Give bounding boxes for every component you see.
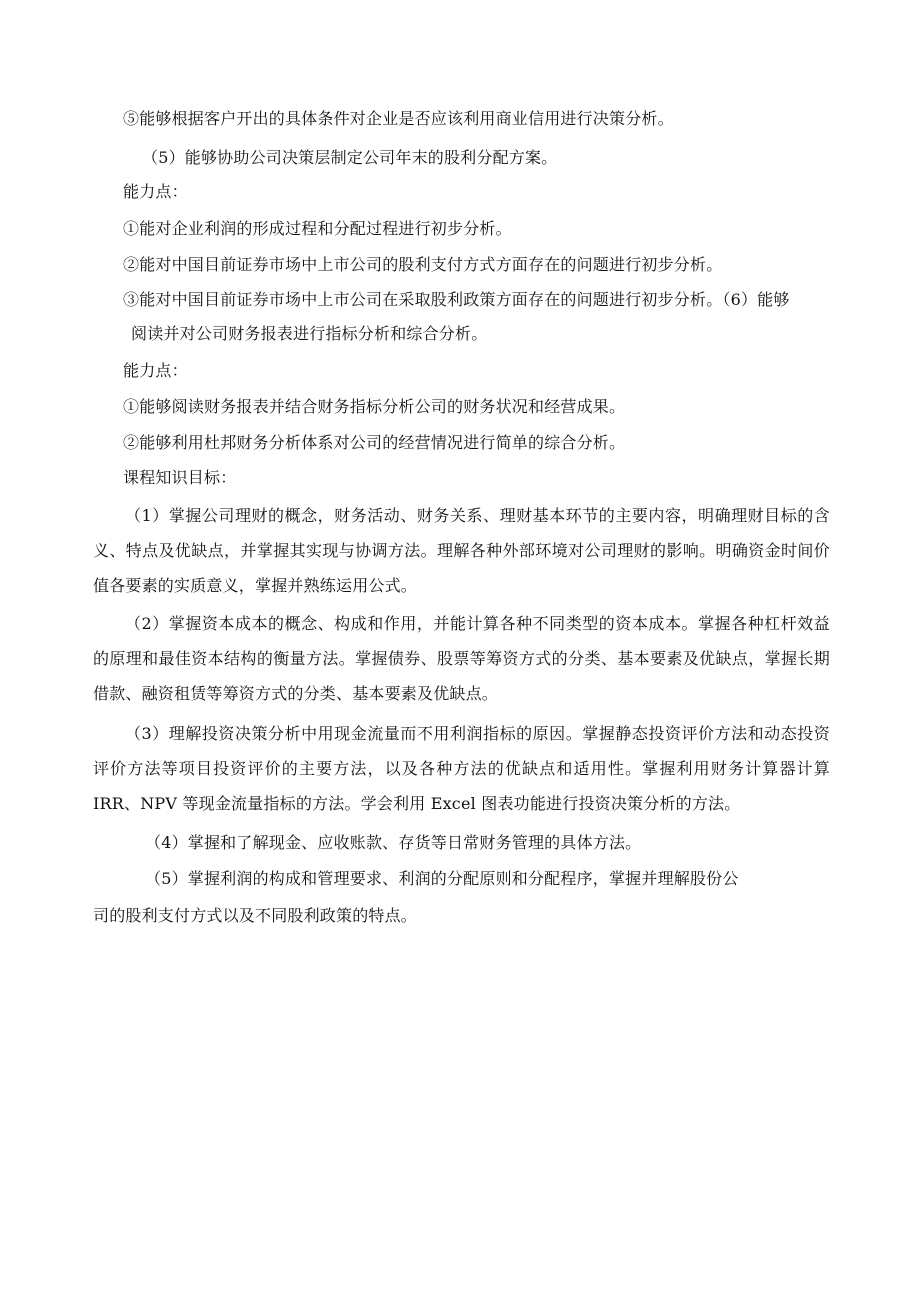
section-heading: 课程知识目标： xyxy=(123,468,237,487)
text-line: （4）掌握和了解现金、应收账款、存货等日常财务管理的具体方法。 xyxy=(145,833,642,852)
text-line: ②能够利用杜邦财务分析体系对公司的经营情况进行简单的综合分析。 xyxy=(123,433,626,452)
text-line: ①能够阅读财务报表并结合财务指标分析公司的财务状况和经营成果。 xyxy=(123,397,626,416)
text-line: ③能对中国目前证券市场中上市公司在采取股利政策方面存在的问题进行初步分析。（6）能够 xyxy=(123,290,790,309)
text-line: （5）能够协助公司决策层制定公司年末的股利分配方案。 xyxy=(142,148,558,167)
text-line: （5）掌握利润的构成和管理要求、利润的分配原则和分配程序，掌握并理解股份公 xyxy=(145,869,739,888)
text-line: 阅读并对公司财务报表进行指标分析和综合分析。 xyxy=(131,324,488,343)
paragraph: （3）理解投资决策分析中用现金流量而不用利润指标的原因。掌握静态投资评价方法和动态投资评价方法等项目投资评价的主要方法，以及各种方法的优缺点和适用性。掌握利用财务计算器计算 IRR、NPV 等现金流量指标的方法。学会利用 Excel 图表功能进行投资决策分析的方法。 xyxy=(93,724,830,813)
text-line: ②能对中国目前证券市场中上市公司的股利支付方式方面存在的问题进行初步分析。 xyxy=(123,255,723,274)
text-line: ⑤能够根据客户开出的具体条件对企业是否应该利用商业信用进行决策分析。 xyxy=(123,109,674,128)
section-label: 能力点： xyxy=(123,361,188,380)
paragraph: （2）掌握资本成本的概念、构成和作用，并能计算各种不同类型的资本成本。掌握各种杠杆效益的原理和最佳资本结构的衡量方法。掌握债券、股票等筹资方式的分类、基本要素及优缺点，掌握长期借款、融资租赁等筹资方式的分类、基本要素及优缺点。 xyxy=(93,614,830,703)
text-line: ①能对企业利润的形成过程和分配过程进行初步分析。 xyxy=(123,219,512,238)
text-line: 司的股利支付方式以及不同股利政策的特点。 xyxy=(93,906,418,925)
section-label: 能力点： xyxy=(123,182,188,201)
paragraph: （1）掌握公司理财的概念，财务活动、财务关系、理财基本环节的主要内容，明确理财目标的含义、特点及优缺点，并掌握其实现与协调方法。理解各种外部环境对公司理财的影响。明确资金时间价值各要素的实质意义，掌握并熟练运用公式。 xyxy=(93,506,830,595)
